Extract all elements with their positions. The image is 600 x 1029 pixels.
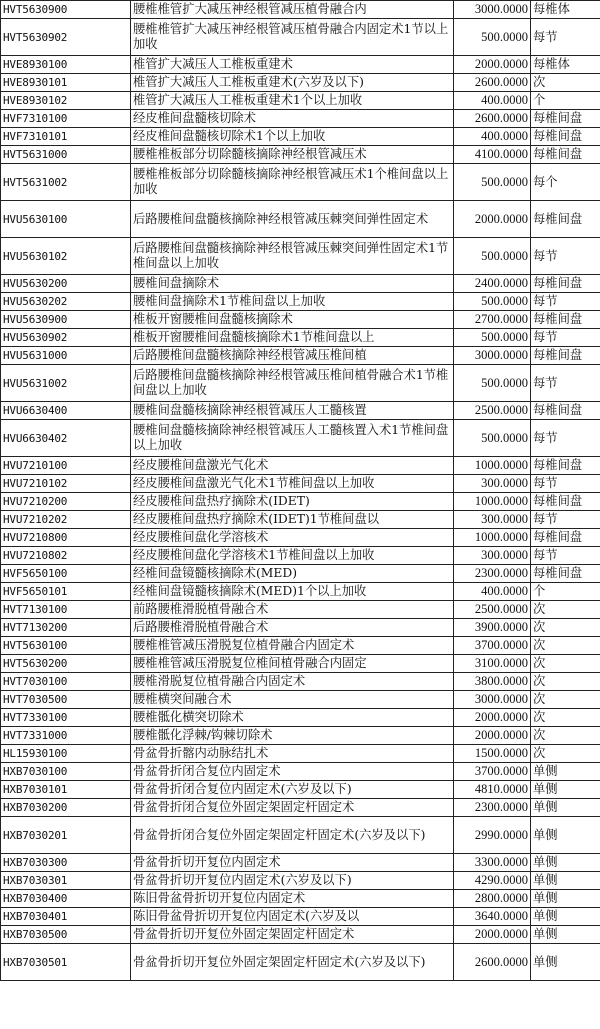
item-unit-cell: 次 [531,727,600,745]
item-price-cell: 2800.0000 [454,890,531,908]
item-code-cell: HVU6630400 [1,402,131,420]
item-code-cell: HVU5630200 [1,275,131,293]
item-name-cell: 椎板开窗腰椎间盘髓核摘除术1节椎间盘以上 [131,329,454,347]
item-unit-cell: 次 [531,745,600,763]
item-price-cell: 2000.0000 [454,926,531,944]
item-name-cell: 骨盆骨折髂内动脉结扎术 [131,745,454,763]
item-code-cell: HVF7310101 [1,128,131,146]
item-unit-cell: 每椎间盘 [531,529,600,547]
item-name-cell: 腰椎椎板部分切除髓核摘除神经根管减压术1个椎间盘以上加收 [131,164,454,201]
item-code-cell: HVT7130100 [1,601,131,619]
item-unit-cell: 每椎间盘 [531,110,600,128]
item-price-cell: 3000.0000 [454,1,531,19]
table-row [1,673,600,691]
table-row [1,727,600,745]
table-row [1,238,600,275]
item-price-cell: 2700.0000 [454,311,531,329]
table-row [1,854,600,872]
item-name-cell: 骨盆骨折切开复位内固定术 [131,854,454,872]
table-row [1,311,600,329]
table-row [1,19,600,56]
item-name-cell: 腰椎椎管扩大减压神经根管减压植骨融合内固定术1节以上加收 [131,19,454,56]
table-row [1,201,600,238]
item-code-cell: HVU7210202 [1,511,131,529]
item-price-cell: 500.0000 [454,164,531,201]
item-name-cell: 骨盆骨折闭合复位内固定术(六岁及以下) [131,781,454,799]
item-price-cell: 3100.0000 [454,655,531,673]
item-unit-cell: 单侧 [531,817,600,854]
item-code-cell: HVT5631000 [1,146,131,164]
item-code-cell: HXB7030201 [1,817,131,854]
table-row [1,1,600,19]
item-price-cell: 400.0000 [454,92,531,110]
item-unit-cell: 单侧 [531,890,600,908]
item-price-cell: 300.0000 [454,547,531,565]
item-price-cell: 3900.0000 [454,619,531,637]
item-price-cell: 300.0000 [454,511,531,529]
item-name-cell: 椎管扩大减压人工椎板重建术(六岁及以下) [131,74,454,92]
table-row [1,619,600,637]
item-code-cell: HL15930100 [1,745,131,763]
item-unit-cell: 每节 [531,293,600,311]
item-unit-cell: 每椎间盘 [531,311,600,329]
item-unit-cell: 次 [531,691,600,709]
table-row [1,275,600,293]
table-row [1,420,600,457]
item-code-cell: HVT7030100 [1,673,131,691]
item-price-cell: 4290.0000 [454,872,531,890]
item-unit-cell: 次 [531,673,600,691]
item-code-cell: HVU7210100 [1,457,131,475]
item-unit-cell: 每椎间盘 [531,457,600,475]
item-price-cell: 500.0000 [454,293,531,311]
item-name-cell: 腰椎间盘髓核摘除神经根管减压人工髓核置 [131,402,454,420]
item-name-cell: 经皮腰椎间盘激光气化术 [131,457,454,475]
item-code-cell: HVE8930100 [1,56,131,74]
item-price-cell: 2000.0000 [454,56,531,74]
item-name-cell: 经皮腰椎间盘热疗摘除术(IDET) [131,493,454,511]
item-unit-cell: 单侧 [531,926,600,944]
item-name-cell: 陈旧骨盆骨折切开复位内固定术 [131,890,454,908]
table-row [1,872,600,890]
table-row [1,457,600,475]
table-row [1,709,600,727]
item-code-cell: HVT5630100 [1,637,131,655]
item-unit-cell: 次 [531,619,600,637]
table-row [1,475,600,493]
item-name-cell: 骨盆骨折闭合复位外固定架固定杆固定术(六岁及以下) [131,817,454,854]
table-row [1,128,600,146]
item-name-cell: 经皮腰椎间盘热疗摘除术(IDET)1节椎间盘以 [131,511,454,529]
item-code-cell: HXB7030301 [1,872,131,890]
item-unit-cell: 每节 [531,511,600,529]
item-name-cell: 骨盆骨折闭合复位外固定架固定杆固定术 [131,799,454,817]
table-row [1,601,600,619]
item-unit-cell: 单侧 [531,854,600,872]
item-name-cell: 经椎间盘镜髓核摘除术(MED) [131,565,454,583]
item-unit-cell: 每节 [531,475,600,493]
item-price-cell: 400.0000 [454,128,531,146]
table-row [1,908,600,926]
item-price-cell: 2600.0000 [454,944,531,981]
table-row [1,745,600,763]
item-code-cell: HXB7030300 [1,854,131,872]
item-price-cell: 3700.0000 [454,637,531,655]
item-unit-cell: 个 [531,583,600,601]
item-code-cell: HVU7210200 [1,493,131,511]
item-unit-cell: 每椎间盘 [531,201,600,238]
item-name-cell: 后路腰椎间盘髓核摘除神经根管减压椎间植骨融合术1节椎间盘以上加收 [131,365,454,402]
table-row [1,547,600,565]
item-unit-cell: 每椎间盘 [531,146,600,164]
table-row [1,781,600,799]
table-row [1,74,600,92]
item-code-cell: HVU5630900 [1,311,131,329]
item-name-cell: 腰椎椎管减压滑脱复位椎间植骨融合内固定 [131,655,454,673]
item-code-cell: HVT5630200 [1,655,131,673]
item-price-cell: 500.0000 [454,329,531,347]
table-row [1,92,600,110]
item-code-cell: HXB7030500 [1,926,131,944]
item-unit-cell: 每椎体 [531,1,600,19]
item-unit-cell: 每节 [531,420,600,457]
item-unit-cell: 单侧 [531,908,600,926]
item-name-cell: 腰椎骶化浮棘/钩棘切除术 [131,727,454,745]
item-code-cell: HVE8930102 [1,92,131,110]
item-name-cell: 椎管扩大减压人工椎板重建术 [131,56,454,74]
item-unit-cell: 次 [531,601,600,619]
item-code-cell: HVU7210800 [1,529,131,547]
item-unit-cell: 个 [531,92,600,110]
item-price-cell: 3800.0000 [454,673,531,691]
item-name-cell: 前路腰椎滑脱植骨融合术 [131,601,454,619]
table-row [1,511,600,529]
table-row [1,655,600,673]
item-unit-cell: 单侧 [531,763,600,781]
item-price-cell: 2000.0000 [454,709,531,727]
item-code-cell: HVU6630402 [1,420,131,457]
item-code-cell: HVT5630902 [1,19,131,56]
item-code-cell: HXB7030101 [1,781,131,799]
item-unit-cell: 次 [531,74,600,92]
item-unit-cell: 次 [531,709,600,727]
table-row [1,583,600,601]
item-price-cell: 3000.0000 [454,347,531,365]
item-name-cell: 经椎间盘镜髓核摘除术(MED)1个以上加收 [131,583,454,601]
item-code-cell: HVU5630902 [1,329,131,347]
item-price-cell: 500.0000 [454,19,531,56]
item-name-cell: 骨盆骨折切开复位外固定架固定杆固定术(六岁及以下) [131,944,454,981]
item-unit-cell: 每椎间盘 [531,275,600,293]
item-code-cell: HVU5630202 [1,293,131,311]
item-price-cell: 2990.0000 [454,817,531,854]
item-price-cell: 400.0000 [454,583,531,601]
item-name-cell: 腰椎横突间融合术 [131,691,454,709]
item-unit-cell: 单侧 [531,944,600,981]
item-unit-cell: 每椎间盘 [531,402,600,420]
item-code-cell: HVE8930101 [1,74,131,92]
item-unit-cell: 每节 [531,365,600,402]
item-price-cell: 500.0000 [454,238,531,275]
item-price-cell: 2600.0000 [454,74,531,92]
item-code-cell: HVU5630100 [1,201,131,238]
item-unit-cell: 每个 [531,164,600,201]
item-code-cell: HVU5630102 [1,238,131,275]
table-row [1,347,600,365]
table-row [1,817,600,854]
item-code-cell: HVU5631002 [1,365,131,402]
table-row [1,56,600,74]
fee-table-body [1,1,600,981]
item-code-cell: HVT7030500 [1,691,131,709]
item-unit-cell: 单侧 [531,872,600,890]
item-name-cell: 经皮腰椎间盘化学溶核术 [131,529,454,547]
item-unit-cell: 单侧 [531,781,600,799]
item-name-cell: 经皮腰椎间盘激光气化术1节椎间盘以上加收 [131,475,454,493]
item-name-cell: 腰椎椎管减压滑脱复位植骨融合内固定术 [131,637,454,655]
item-code-cell: HVT7331000 [1,727,131,745]
item-name-cell: 后路腰椎间盘髓核摘除神经根管减压棘突间弹性固定术1节椎间盘以上加收 [131,238,454,275]
item-name-cell: 腰椎间盘摘除术 [131,275,454,293]
item-name-cell: 骨盆骨折切开复位内固定术(六岁及以下) [131,872,454,890]
table-row [1,293,600,311]
item-price-cell: 4100.0000 [454,146,531,164]
item-price-cell: 3700.0000 [454,763,531,781]
item-name-cell: 骨盆骨折闭合复位内固定术 [131,763,454,781]
item-unit-cell: 每节 [531,238,600,275]
item-price-cell: 1000.0000 [454,493,531,511]
item-code-cell: HVF5650101 [1,583,131,601]
item-price-cell: 300.0000 [454,475,531,493]
table-row [1,529,600,547]
item-price-cell: 2300.0000 [454,799,531,817]
item-name-cell: 经皮椎间盘髓核切除术1个以上加收 [131,128,454,146]
item-unit-cell: 每椎间盘 [531,347,600,365]
item-unit-cell: 每椎间盘 [531,565,600,583]
item-code-cell: HVU7210102 [1,475,131,493]
item-price-cell: 500.0000 [454,420,531,457]
item-price-cell: 2500.0000 [454,601,531,619]
item-name-cell: 陈旧骨盆骨折切开复位内固定术(六岁及以 [131,908,454,926]
item-name-cell: 腰椎间盘摘除术1节椎间盘以上加收 [131,293,454,311]
item-unit-cell: 次 [531,637,600,655]
item-name-cell: 腰椎滑脱复位植骨融合内固定术 [131,673,454,691]
table-row [1,164,600,201]
table-row [1,637,600,655]
item-name-cell: 椎管扩大减压人工椎板重建术1个以上加收 [131,92,454,110]
item-price-cell: 2000.0000 [454,201,531,238]
item-price-cell: 3300.0000 [454,854,531,872]
item-price-cell: 2500.0000 [454,402,531,420]
item-price-cell: 500.0000 [454,365,531,402]
table-row [1,365,600,402]
item-name-cell: 后路腰椎间盘髓核摘除神经根管减压椎间植 [131,347,454,365]
item-name-cell: 后路腰椎滑脱植骨融合术 [131,619,454,637]
item-code-cell: HVU7210802 [1,547,131,565]
table-row [1,944,600,981]
item-unit-cell: 每节 [531,547,600,565]
item-code-cell: HXB7030100 [1,763,131,781]
item-code-cell: HVT7330100 [1,709,131,727]
table-row [1,799,600,817]
item-price-cell: 2300.0000 [454,565,531,583]
item-name-cell: 腰椎骶化横突切除术 [131,709,454,727]
item-unit-cell: 每椎间盘 [531,493,600,511]
item-price-cell: 2600.0000 [454,110,531,128]
item-name-cell: 腰椎间盘髓核摘除神经根管减压人工髓核置入术1节椎间盘以上加收 [131,420,454,457]
item-price-cell: 4810.0000 [454,781,531,799]
table-row [1,691,600,709]
table-row [1,146,600,164]
item-unit-cell: 每椎体 [531,56,600,74]
item-unit-cell: 每椎间盘 [531,128,600,146]
item-price-cell: 2000.0000 [454,727,531,745]
item-code-cell: HVF5650100 [1,565,131,583]
item-code-cell: HVU5631000 [1,347,131,365]
item-code-cell: HVF7310100 [1,110,131,128]
item-price-cell: 3000.0000 [454,691,531,709]
table-row [1,565,600,583]
item-name-cell: 经皮椎间盘髓核切除术 [131,110,454,128]
table-row [1,763,600,781]
item-code-cell: HXB7030200 [1,799,131,817]
item-unit-cell: 次 [531,655,600,673]
table-row [1,493,600,511]
table-row [1,402,600,420]
item-price-cell: 3640.0000 [454,908,531,926]
item-price-cell: 1500.0000 [454,745,531,763]
item-code-cell: HVT7130200 [1,619,131,637]
item-unit-cell: 每节 [531,329,600,347]
item-code-cell: HXB7030501 [1,944,131,981]
item-price-cell: 1000.0000 [454,529,531,547]
item-name-cell: 骨盆骨折切开复位外固定架固定杆固定术 [131,926,454,944]
item-name-cell: 椎板开窗腰椎间盘髓核摘除术 [131,311,454,329]
table-row [1,926,600,944]
table-row [1,110,600,128]
item-code-cell: HXB7030401 [1,908,131,926]
item-name-cell: 后路腰椎间盘髓核摘除神经根管减压棘突间弹性固定术 [131,201,454,238]
item-name-cell: 腰椎椎板部分切除髓核摘除神经根管减压术 [131,146,454,164]
item-price-cell: 1000.0000 [454,457,531,475]
item-unit-cell: 每节 [531,19,600,56]
item-name-cell: 经皮腰椎间盘化学溶核术1节椎间盘以上加收 [131,547,454,565]
table-row [1,329,600,347]
item-code-cell: HXB7030400 [1,890,131,908]
item-code-cell: HVT5631002 [1,164,131,201]
item-name-cell: 腰椎椎管扩大减压神经根管减压植骨融合内 [131,1,454,19]
item-unit-cell: 单侧 [531,799,600,817]
table-row [1,890,600,908]
item-code-cell: HVT5630900 [1,1,131,19]
item-price-cell: 2400.0000 [454,275,531,293]
